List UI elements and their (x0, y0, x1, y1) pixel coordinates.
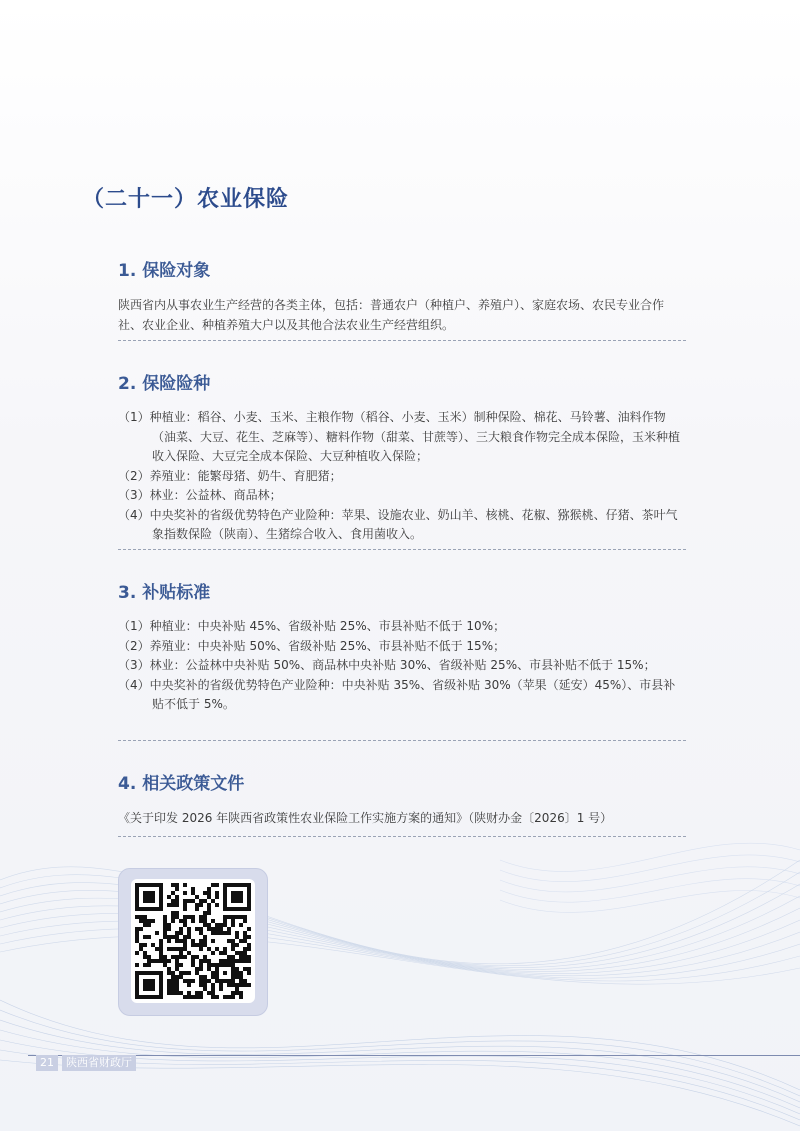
qr-code-card[interactable] (118, 868, 268, 1016)
policy-document-link[interactable]: 《关于印发 2026 年陕西省政策性农业保险工作实施方案的通知》（陕财办金〔2026〕1 号） (118, 811, 613, 825)
section-paragraph: 陕西省内从事农业生产经营的各类主体，包括：普通农户（种植户、养殖户）、家庭农场、农民专业合作社、农业企业、种植养殖大户以及其他合法农业生产经营组织。 (118, 298, 665, 332)
department-label: 陕西省财政厅 (62, 1055, 136, 1071)
insurance-types-list (118, 408, 686, 545)
section-insurance-types (118, 369, 686, 545)
section-heading: 1. 保险对象 (118, 261, 211, 281)
page-footer (0, 1051, 800, 1075)
divider (118, 836, 686, 837)
list-item: （3）林业：公益林中央补贴 50%、商品林中央补贴 30%、省级补贴 25%、市县补贴不低于 15%； (118, 658, 656, 672)
list-item: （4）中央奖补的省级优势特色产业险种：中央补贴 35%、省级补贴 30%（苹果（延安）45%）、市县补贴不低于 5%。 (118, 677, 676, 711)
list-item: （1）种植业：稻谷、小麦、玉米、主粮作物（稻谷、小麦、玉米）制种保险、棉花、马铃薯、油料作物（油菜、大豆、花生、芝麻等）、糖料作物（甜菜、甘蔗等）、三大粮食作物完全成本保险，玉米种植收入保险、大豆完全成本保险、大豆种植收入保险； (118, 410, 681, 463)
section-insurance-objects (118, 256, 686, 335)
list-item: （1）种植业：中央补贴 45%、省级补贴 25%、市县补贴不低于 10%； (118, 619, 506, 633)
section-heading: 2. 保险险种 (118, 374, 211, 394)
footer-rule (28, 1055, 800, 1056)
qr-code-icon (135, 883, 251, 999)
section-heading: 4. 相关政策文件 (118, 774, 245, 794)
section-policy-documents (118, 769, 686, 828)
page-number: 21 (36, 1055, 58, 1071)
section-subsidy-standards (118, 578, 686, 715)
list-item: （4）中央奖补的省级优势特色产业险种：苹果、设施农业、奶山羊、核桃、花椒、猕猴桃、仔猪、茶叶气象指数保险（陕南）、生猪综合收入、食用菌收入。 (118, 507, 678, 541)
qr-code-panel (131, 879, 255, 1003)
list-item: （2）养殖业：能繁母猪、奶牛、育肥猪； (118, 468, 342, 483)
list-item: （3）林业：公益林、商品林； (118, 488, 282, 502)
list-item: （2）养殖业：中央补贴 50%、省级补贴 25%、市县补贴不低于 15%； (118, 638, 506, 653)
divider (118, 549, 686, 550)
divider (118, 340, 686, 341)
page-title: （二十一）农业保险 (82, 187, 290, 212)
section-heading: 3. 补贴标准 (118, 583, 211, 603)
divider (118, 740, 686, 741)
subsidy-list (118, 617, 686, 715)
